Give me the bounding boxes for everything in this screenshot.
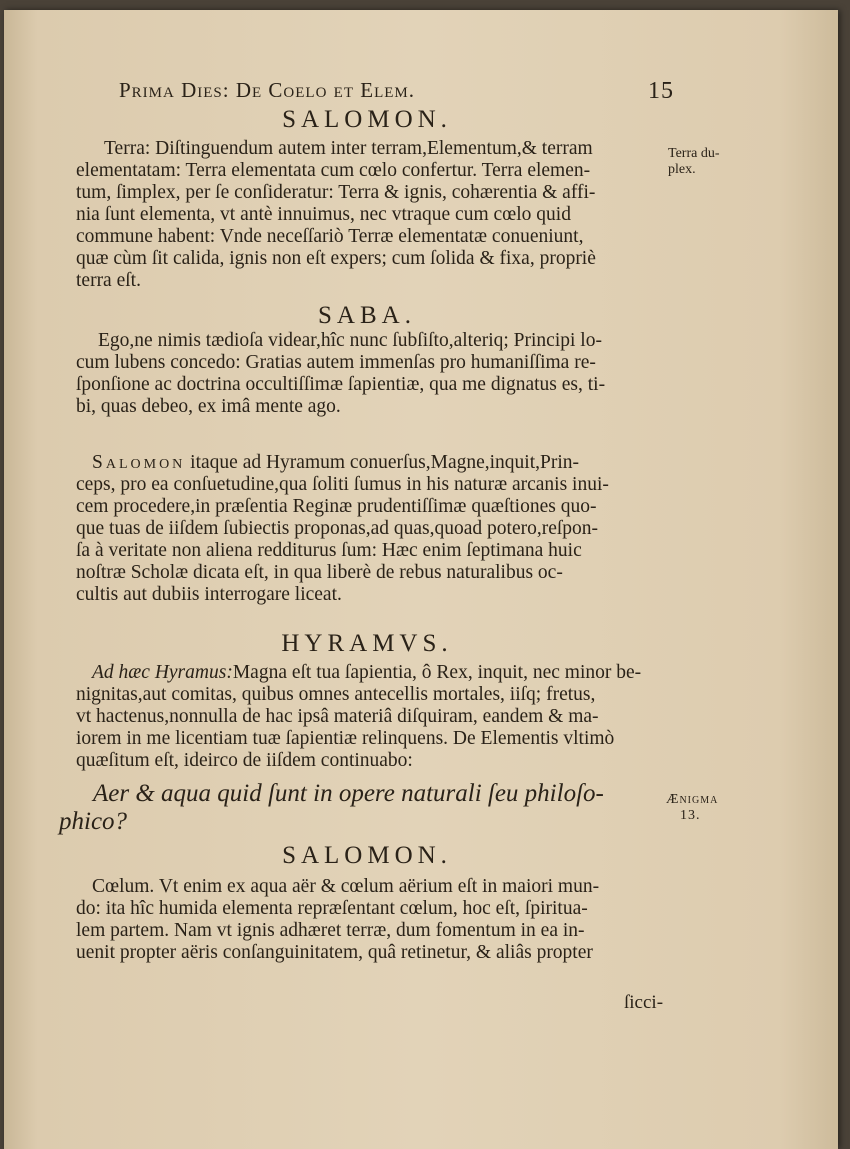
paragraph-salomon-itaque xyxy=(76,452,661,606)
margin-note-terra-duplex xyxy=(668,146,748,178)
text-line: vt hactenus,nonnulla de hac ipsâ materiâ diſquiram, eandem & ma- xyxy=(76,706,599,727)
text-line: uenit propter aëris conſanguinitatem, quâ retinetur, & aliâs propter xyxy=(76,942,593,963)
text-line: noſtræ Scholæ dicata eſt, in qua liberè de rebus naturalibus oc- xyxy=(76,562,563,583)
text-line xyxy=(76,452,661,474)
text-line: Terra: Diſtinguendum autem inter terram,Elementum,& terram xyxy=(104,138,593,159)
paragraph-hyramus xyxy=(76,662,661,772)
question-line: phico? xyxy=(59,808,128,835)
margin-note-line: Terra du- xyxy=(668,146,720,161)
text-line: do: ita hîc humida elementa repræſentant cœlum, hoc eſt, ſpiritua- xyxy=(76,898,588,919)
book-page xyxy=(4,10,838,1149)
margin-note-line: plex. xyxy=(668,162,696,177)
margin-note-line: Ænigma xyxy=(666,792,719,807)
running-head-title: Prima Dies: De Coelo et Elem. xyxy=(119,78,415,102)
speaker-heading-salomon-2: SALOMON. xyxy=(282,842,452,869)
text-line: Ego,ne nimis tædioſa videar,hîc nunc ſubſiſto,alteriq; Principi lo- xyxy=(98,330,602,351)
speaker-heading-saba: SABA. xyxy=(318,302,416,329)
text-line: tum, ſimplex, per ſe conſideratur: Terra & ignis, cohærentia & affi- xyxy=(76,182,596,203)
text-line: cultis aut dubiis interrogare liceat. xyxy=(76,584,342,605)
riddle-question xyxy=(59,780,649,836)
text-line: cum lubens concedo: Gratias autem immenſas pro humaniſſima re- xyxy=(76,352,596,373)
text-line: terra eſt. xyxy=(76,270,141,291)
text-line: nia ſunt elementa, vt antè innuimus, nec vtraque cum cœlo quid xyxy=(76,204,571,225)
text-line: Cœlum. Vt enim ex aqua aër & cœlum aërium eſt in maiori mun- xyxy=(92,876,600,897)
text-line: lem partem. Nam vt ignis adhæret terræ, dum fomentum in ea in- xyxy=(76,920,585,941)
text-line-rest: itaque ad Hyramum conuerſus,Magne,inquit,Prin- xyxy=(190,452,580,473)
text-line: que tuas de iiſdem ſubiectis proponas,ad quas,quoad potero,reſpon- xyxy=(76,518,599,539)
text-line: ceps, pro ea conſuetudine,qua ſoliti ſumus in his naturæ arcanis inui- xyxy=(76,474,609,495)
text-line xyxy=(76,662,661,684)
text-line: iorem in me licentiam tuæ ſapientiæ relinquens. De Elementis vltimò xyxy=(76,728,615,749)
text-line: quæ cùm ſit calida, ignis non eſt expers; cum ſolida & fixa, propriè xyxy=(76,248,596,269)
text-line: cem procedere,in præſentia Reginæ prudentiſſimæ quæſtiones quo- xyxy=(76,496,597,517)
margin-note-line: 13. xyxy=(680,808,701,823)
text-line: commune habent: Vnde neceſſariò Terræ elementatæ conueniunt, xyxy=(76,226,584,247)
text-line: quæſitum eſt, ideirco de iiſdem continuabo: xyxy=(76,750,413,771)
paragraph-salomon-2 xyxy=(76,876,661,964)
text-line: ſa à veritate non aliena redditurus ſum: Hæc enim ſeptimana huic xyxy=(76,540,582,561)
paragraph-saba xyxy=(76,330,661,418)
question-line: Aer & aqua quid ſunt in opere naturali ſeu philoſo- xyxy=(93,780,604,807)
smallcaps-name: Salomon xyxy=(92,452,186,473)
text-line: bi, quas debeo, ex imâ mente ago. xyxy=(76,396,341,417)
page-number: 15 xyxy=(648,78,674,104)
text-line: ſponſione ac doctrina occultiſſimæ ſapientiæ, qua me dignatus es, ti- xyxy=(76,374,606,395)
paragraph-salomon-1 xyxy=(76,138,661,292)
italic-lead: Ad hæc Hyramus: xyxy=(92,662,233,683)
speaker-heading-hyramus: HYRAMVS. xyxy=(281,630,453,657)
margin-note-aenigma xyxy=(666,792,746,824)
catchword: ſicci- xyxy=(624,992,664,1013)
running-head xyxy=(119,78,674,104)
text-line: elementatam: Terra elementata cum cœlo confertur. Terra elemen- xyxy=(76,160,591,181)
text-line: nignitas,aut comitas, quibus omnes antecellis mortales, iiſq; fretus, xyxy=(76,684,596,705)
speaker-heading-salomon-1: SALOMON. xyxy=(282,106,452,133)
text-line-rest: Magna eſt tua ſapientia, ô Rex, inquit, nec minor be- xyxy=(232,662,642,683)
